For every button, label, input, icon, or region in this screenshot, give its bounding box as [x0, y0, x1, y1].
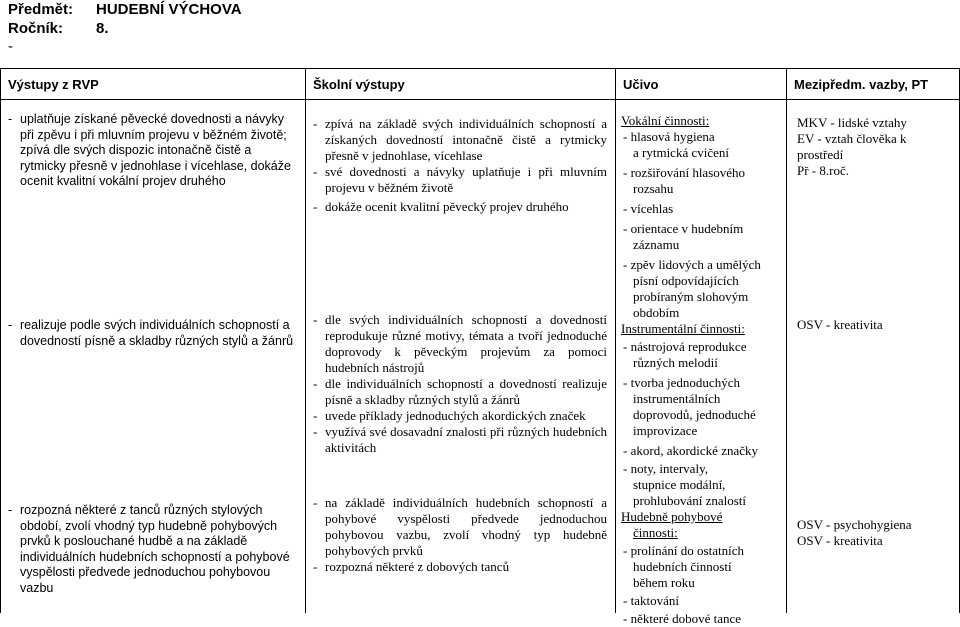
list-item: - akord, akordické značky — [623, 443, 759, 458]
list-item: prohlubování znalostí — [633, 493, 747, 508]
list-item: - uvede příklady jednoduchých akordických značek — [313, 408, 607, 424]
list-item: písní odpovídajících — [633, 273, 739, 288]
list-item: OSV - kreativita — [797, 317, 883, 332]
list-item: a rytmická cvičení — [633, 145, 730, 160]
list-item: stupnice modální, — [633, 477, 726, 492]
column-header-ucivo: Učivo — [623, 77, 659, 92]
list-item: - rozšiřování hlasového — [623, 165, 746, 180]
list-item: - tvorba jednoduchých — [623, 375, 740, 390]
table-top-border — [0, 68, 960, 69]
rvp-text: realizuje podle svých individuálních schopností a dovedností písně a skladby různých stylů a žánrů — [20, 318, 294, 348]
rvp-text: uplatňuje získané pěvecké dovednosti a návyky při zpěvu i při mluvním projevu v běžném životě; zpívá dle svých dispozic intonačně čistě a rytmicky přesně v jednohlase i vícehlase, dokáže ocenit kvalitní vokální projev druhého — [20, 112, 291, 189]
list-item: rozsahu — [633, 181, 674, 196]
list-item: - své dovednosti a návyky uplatňuje i při mluvním projevu v běžném životě — [313, 164, 607, 196]
list-item: Př - 8.roč. — [797, 163, 849, 178]
list-item: - hlasová hygiena — [623, 129, 715, 144]
mezi-block-2 — [797, 317, 957, 333]
list-item: - nástrojová reprodukce — [623, 339, 747, 354]
list-item: - taktování — [623, 593, 679, 608]
list-item: různých melodií — [633, 355, 718, 370]
column-header-mezi: Mezipředm. vazby, PT — [794, 77, 929, 92]
list-item: EV - vztah člověka k — [797, 131, 907, 146]
list-item: - rozpozná některé z dobových tanců — [313, 559, 607, 575]
mezi-block-1 — [797, 115, 957, 179]
subject-label: Předmět: — [8, 1, 74, 18]
rvp-text: rozpozná některé z tanců různých stylových období, zvolí vhodný typ hudebně pohybových prvků k poslouchané hudbě a na základě individuálních hudebních schopností a pohybové vyspělosti předvede jednoduchou pohybovou vazbu — [20, 503, 290, 595]
ucivo-heading-vocal: Vokální činnosti: — [621, 113, 710, 128]
rvp-item — [8, 112, 298, 190]
col-divider-3 — [786, 68, 787, 613]
list-item: OSV - kreativita — [797, 533, 883, 548]
list-item: instrumentálních — [633, 391, 721, 406]
ucivo-column — [621, 113, 783, 627]
list-item: doprovodů, jednoduché — [633, 407, 756, 422]
column-header-school: Školní výstupy — [313, 77, 405, 92]
subject-value: HUDEBNÍ VÝCHOVA — [96, 1, 242, 18]
list-item: - zpívá na základě svých individuálních schopností a získaných dovedností intonačně čistě a rytmicky přesně v jednohlase, vícehlase — [313, 116, 607, 164]
list-item: - dokáže ocenit kvalitní pěvecký projev druhého — [313, 199, 607, 215]
school-block-3 — [313, 495, 607, 575]
ucivo-heading-movement-1: Hudebně pohybové — [621, 509, 723, 524]
ucivo-heading-movement-2: činnosti: — [633, 525, 678, 540]
list-item: - zpěv lidových a umělých — [623, 257, 761, 272]
list-item: prostředí — [797, 147, 844, 162]
mezi-block-3 — [797, 517, 957, 549]
ucivo-heading-instrumental: Instrumentální činnosti: — [621, 321, 745, 336]
grade-label: Ročník: — [8, 20, 64, 37]
list-item: OSV - psychohygiena — [797, 517, 912, 532]
list-item: - vícehlas — [623, 201, 674, 216]
list-item: obdobím — [633, 305, 680, 320]
list-item: - noty, intervaly, — [623, 461, 708, 476]
grade-value: 8. — [96, 20, 109, 37]
list-item: - dle svých individuálních schopností a dovedností reprodukuje různé motivy, témata a tvoří jednoduché doprovody k pěveckým projevům za pomoci hudebních nástrojů — [313, 312, 607, 376]
list-item: - prolínání do ostatních — [623, 543, 744, 558]
school-block-2 — [313, 312, 607, 456]
column-header-rvp: Výstupy z RVP — [8, 77, 99, 92]
list-item: - využívá své dosavadní znalosti při různých hudebních aktivitách — [313, 424, 607, 456]
rvp-item — [8, 503, 298, 597]
table-left-border — [0, 68, 1, 613]
list-item: MKV - lidské vztahy — [797, 115, 907, 130]
list-item: - orientace v hudebním — [623, 221, 744, 236]
school-block-1 — [313, 116, 607, 215]
list-item: záznamu — [633, 237, 680, 252]
list-item: hudebních činností — [633, 559, 732, 574]
list-item: během roku — [633, 575, 695, 590]
header-dash: - — [8, 38, 13, 55]
list-item: probíraným slohovým — [633, 289, 749, 304]
col-divider-2 — [615, 68, 616, 613]
list-item: - některé dobové tance — [623, 611, 742, 626]
col-divider-1 — [305, 68, 306, 613]
list-item: improvizace — [633, 423, 698, 438]
list-item: - dle individuálních schopností a dovedností realizuje písně a skladby různých stylů a žánrů — [313, 376, 607, 408]
table-header-border — [0, 99, 960, 100]
list-item: - na základě individuálních hudebních schopností a pohybové vyspělosti předvede jednoduchou pohybovou vazbu, zvolí vhodný typ hudebně pohybových prvků — [313, 495, 607, 559]
rvp-item — [8, 318, 300, 349]
